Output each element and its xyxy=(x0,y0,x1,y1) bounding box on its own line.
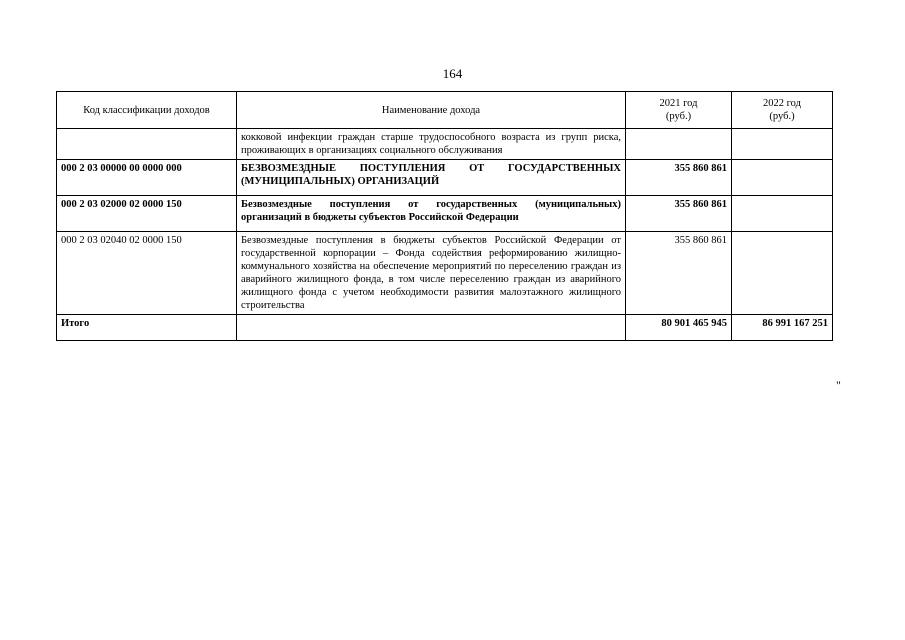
row-2022 xyxy=(732,129,833,160)
table-row xyxy=(57,129,833,160)
row-code: 000 2 03 02000 02 0000 150 xyxy=(57,196,237,232)
row-2022 xyxy=(732,160,833,196)
total-2022: 86 991 167 251 xyxy=(732,315,833,341)
row-code: 000 2 03 00000 00 0000 000 xyxy=(57,160,237,196)
total-2021: 80 901 465 945 xyxy=(626,315,732,341)
row-2021: 355 860 861 xyxy=(626,232,732,315)
row-name: Безвозмездные поступления от государственных (муниципальных) организаций в бюджеты субъектов Российской Федерации xyxy=(237,196,626,232)
table-row xyxy=(57,196,833,232)
total-name-empty xyxy=(237,315,626,341)
table-header-row xyxy=(57,92,833,129)
header-code: Код классификации доходов xyxy=(57,92,237,129)
row-2021: 355 860 861 xyxy=(626,196,732,232)
row-name: Безвозмездные поступления в бюджеты субъектов Российской Федерации от государственной корпорации – Фонда содействия реформированию жилищно-коммунального хозяйства на обеспечение мероприятий по переселению граждан из аварийного жилищного фонда, в том числе переселению граждан из аварийного жилищного фонда с учетом необходимости развития малоэтажного жилищного строительства xyxy=(237,232,626,315)
total-label: Итого xyxy=(57,315,237,341)
row-name: кокковой инфекции граждан старше трудоспособного возраста из групп риска, проживающих в организациях социального обслуживания xyxy=(237,129,626,160)
row-name: БЕЗВОЗМЕЗДНЫЕ ПОСТУПЛЕНИЯ ОТ ГОСУДАРСТВЕННЫХ (МУНИЦИПАЛЬНЫХ) ОРГАНИЗАЦИЙ xyxy=(237,160,626,196)
total-row xyxy=(57,315,833,341)
header-2021: 2021 год (руб.) xyxy=(626,92,732,129)
row-2021: 355 860 861 xyxy=(626,160,732,196)
row-2022 xyxy=(732,232,833,315)
header-name: Наименование дохода xyxy=(237,92,626,129)
row-code xyxy=(57,129,237,160)
table-row xyxy=(57,160,833,196)
row-2022 xyxy=(732,196,833,232)
closing-quote: " xyxy=(836,378,841,392)
page-number: 164 xyxy=(442,66,463,81)
row-code: 000 2 03 02040 02 0000 150 xyxy=(57,232,237,315)
row-2021 xyxy=(626,129,732,160)
table-row xyxy=(57,232,833,315)
revenue-table xyxy=(56,91,833,341)
header-2022: 2022 год (руб.) xyxy=(732,92,833,129)
